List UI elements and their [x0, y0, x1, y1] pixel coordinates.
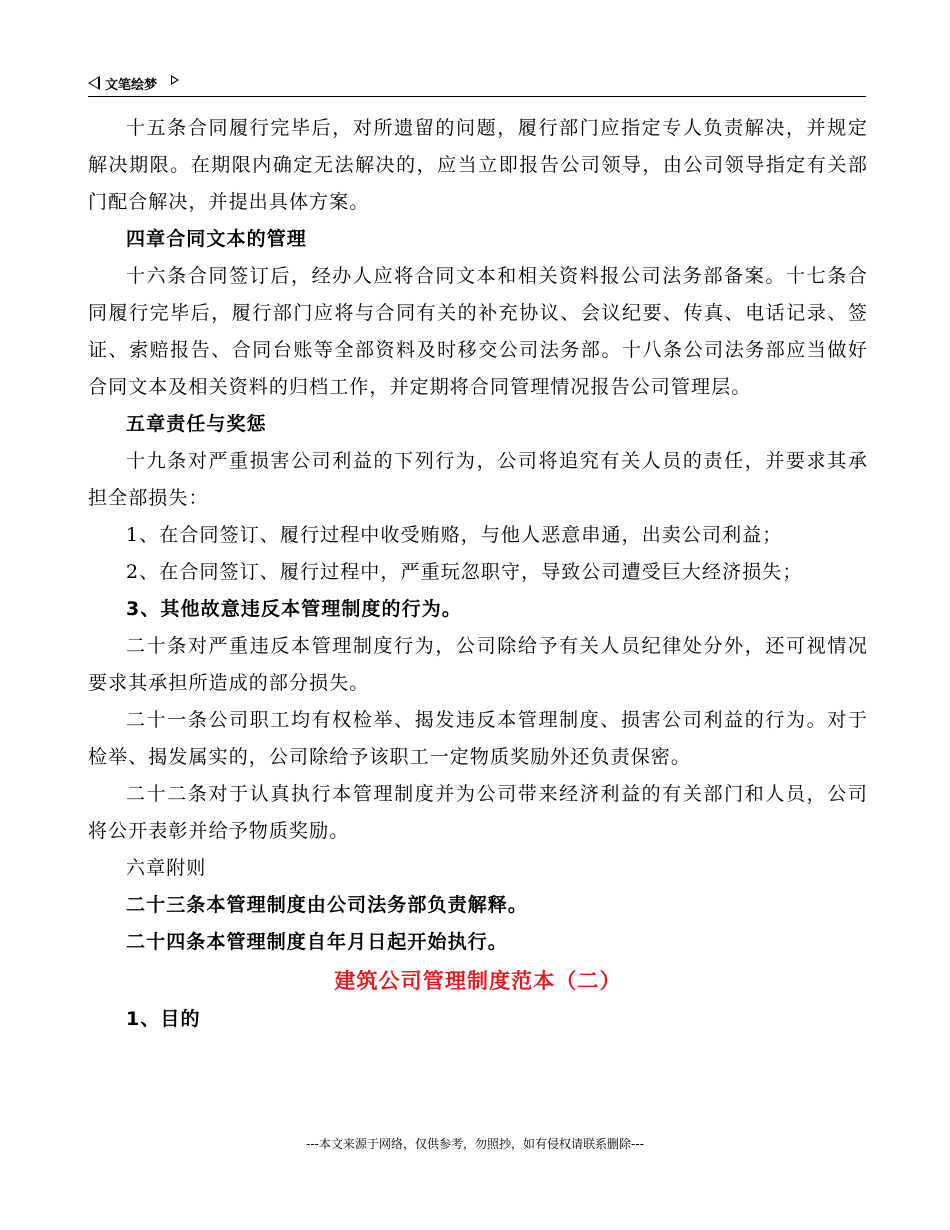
chapter-4-heading: 四章合同文本的管理	[126, 228, 307, 250]
paragraph-article-19: 十九条对严重损害公司利益的下列行为，公司将追究有关人员的责任，并要求其承担全部损失：	[88, 450, 868, 509]
triangle-right-icon	[171, 75, 179, 85]
list-item-2: 2、在合同签订、履行过程中，严重玩忽职守，导致公司遭受巨大经济损失；	[126, 561, 803, 583]
header-brand: 文笔绘梦	[105, 78, 158, 93]
paragraph-article-15: 十五条合同履行完毕后，对所遗留的问题，履行部门应指定专人负责解决，并规定解决期限。在期限内确定无法解决的，应当立即报告公司领导，由公司领导指定有关部门配合解决，并提出具体方案。	[88, 117, 868, 213]
section-purpose-heading: 1、目的	[126, 1008, 201, 1030]
page-footer: ---本文来源于网络，仅供参考，勿照抄，如有侵权请联系删除---	[306, 1137, 644, 1151]
paragraph-article-23: 二十三条本管理制度由公司法务部负责解释。	[126, 894, 529, 916]
chapter-6-heading: 六章附则	[126, 857, 207, 879]
triangle-left-icon	[88, 76, 100, 90]
paragraph-article-24: 二十四条本管理制度自年月日起开始执行。	[126, 931, 508, 953]
document-title: 建筑公司管理制度范本（二）	[334, 969, 622, 993]
paragraph-article-21: 二十一条公司职工均有权检举、揭发违反本管理制度、损害公司利益的行为。对于检举、揭发属实的，公司除给予该职工一定物质奖励外还负责保密。	[88, 709, 868, 768]
paragraph-article-20: 二十条对严重违反本管理制度行为，公司除给予有关人员纪律处分外，还可视情况要求其承担所造成的部分损失。	[88, 635, 868, 694]
list-item-1: 1、在合同签订、履行过程中收受贿赂，与他人恶意串通，出卖公司利益；	[126, 524, 783, 546]
page-header	[88, 72, 866, 97]
chapter-5-heading: 五章责任与奖惩	[126, 413, 267, 435]
paragraph-article-22: 二十二条对于认真执行本管理制度并为公司带来经济利益的有关部门和人员，公司将公开表彰并给予物质奖励。	[88, 783, 868, 842]
paragraph-articles-16-18: 十六条合同签订后，经办人应将合同文本和相关资料报公司法务部备案。十七条合同履行完毕后，履行部门应将与合同有关的补充协议、会议纪要、传真、电话记录、签证、索赔报告、合同台账等全部资料及时移交公司法务部。十八条公司法务部应当做好合同文本及相关资料的归档工作，并定期将合同管理情况报告公司管理层。	[88, 265, 868, 398]
document-body	[88, 110, 868, 1038]
list-item-3: 3、其他故意违反本管理制度的行为。	[126, 598, 462, 620]
